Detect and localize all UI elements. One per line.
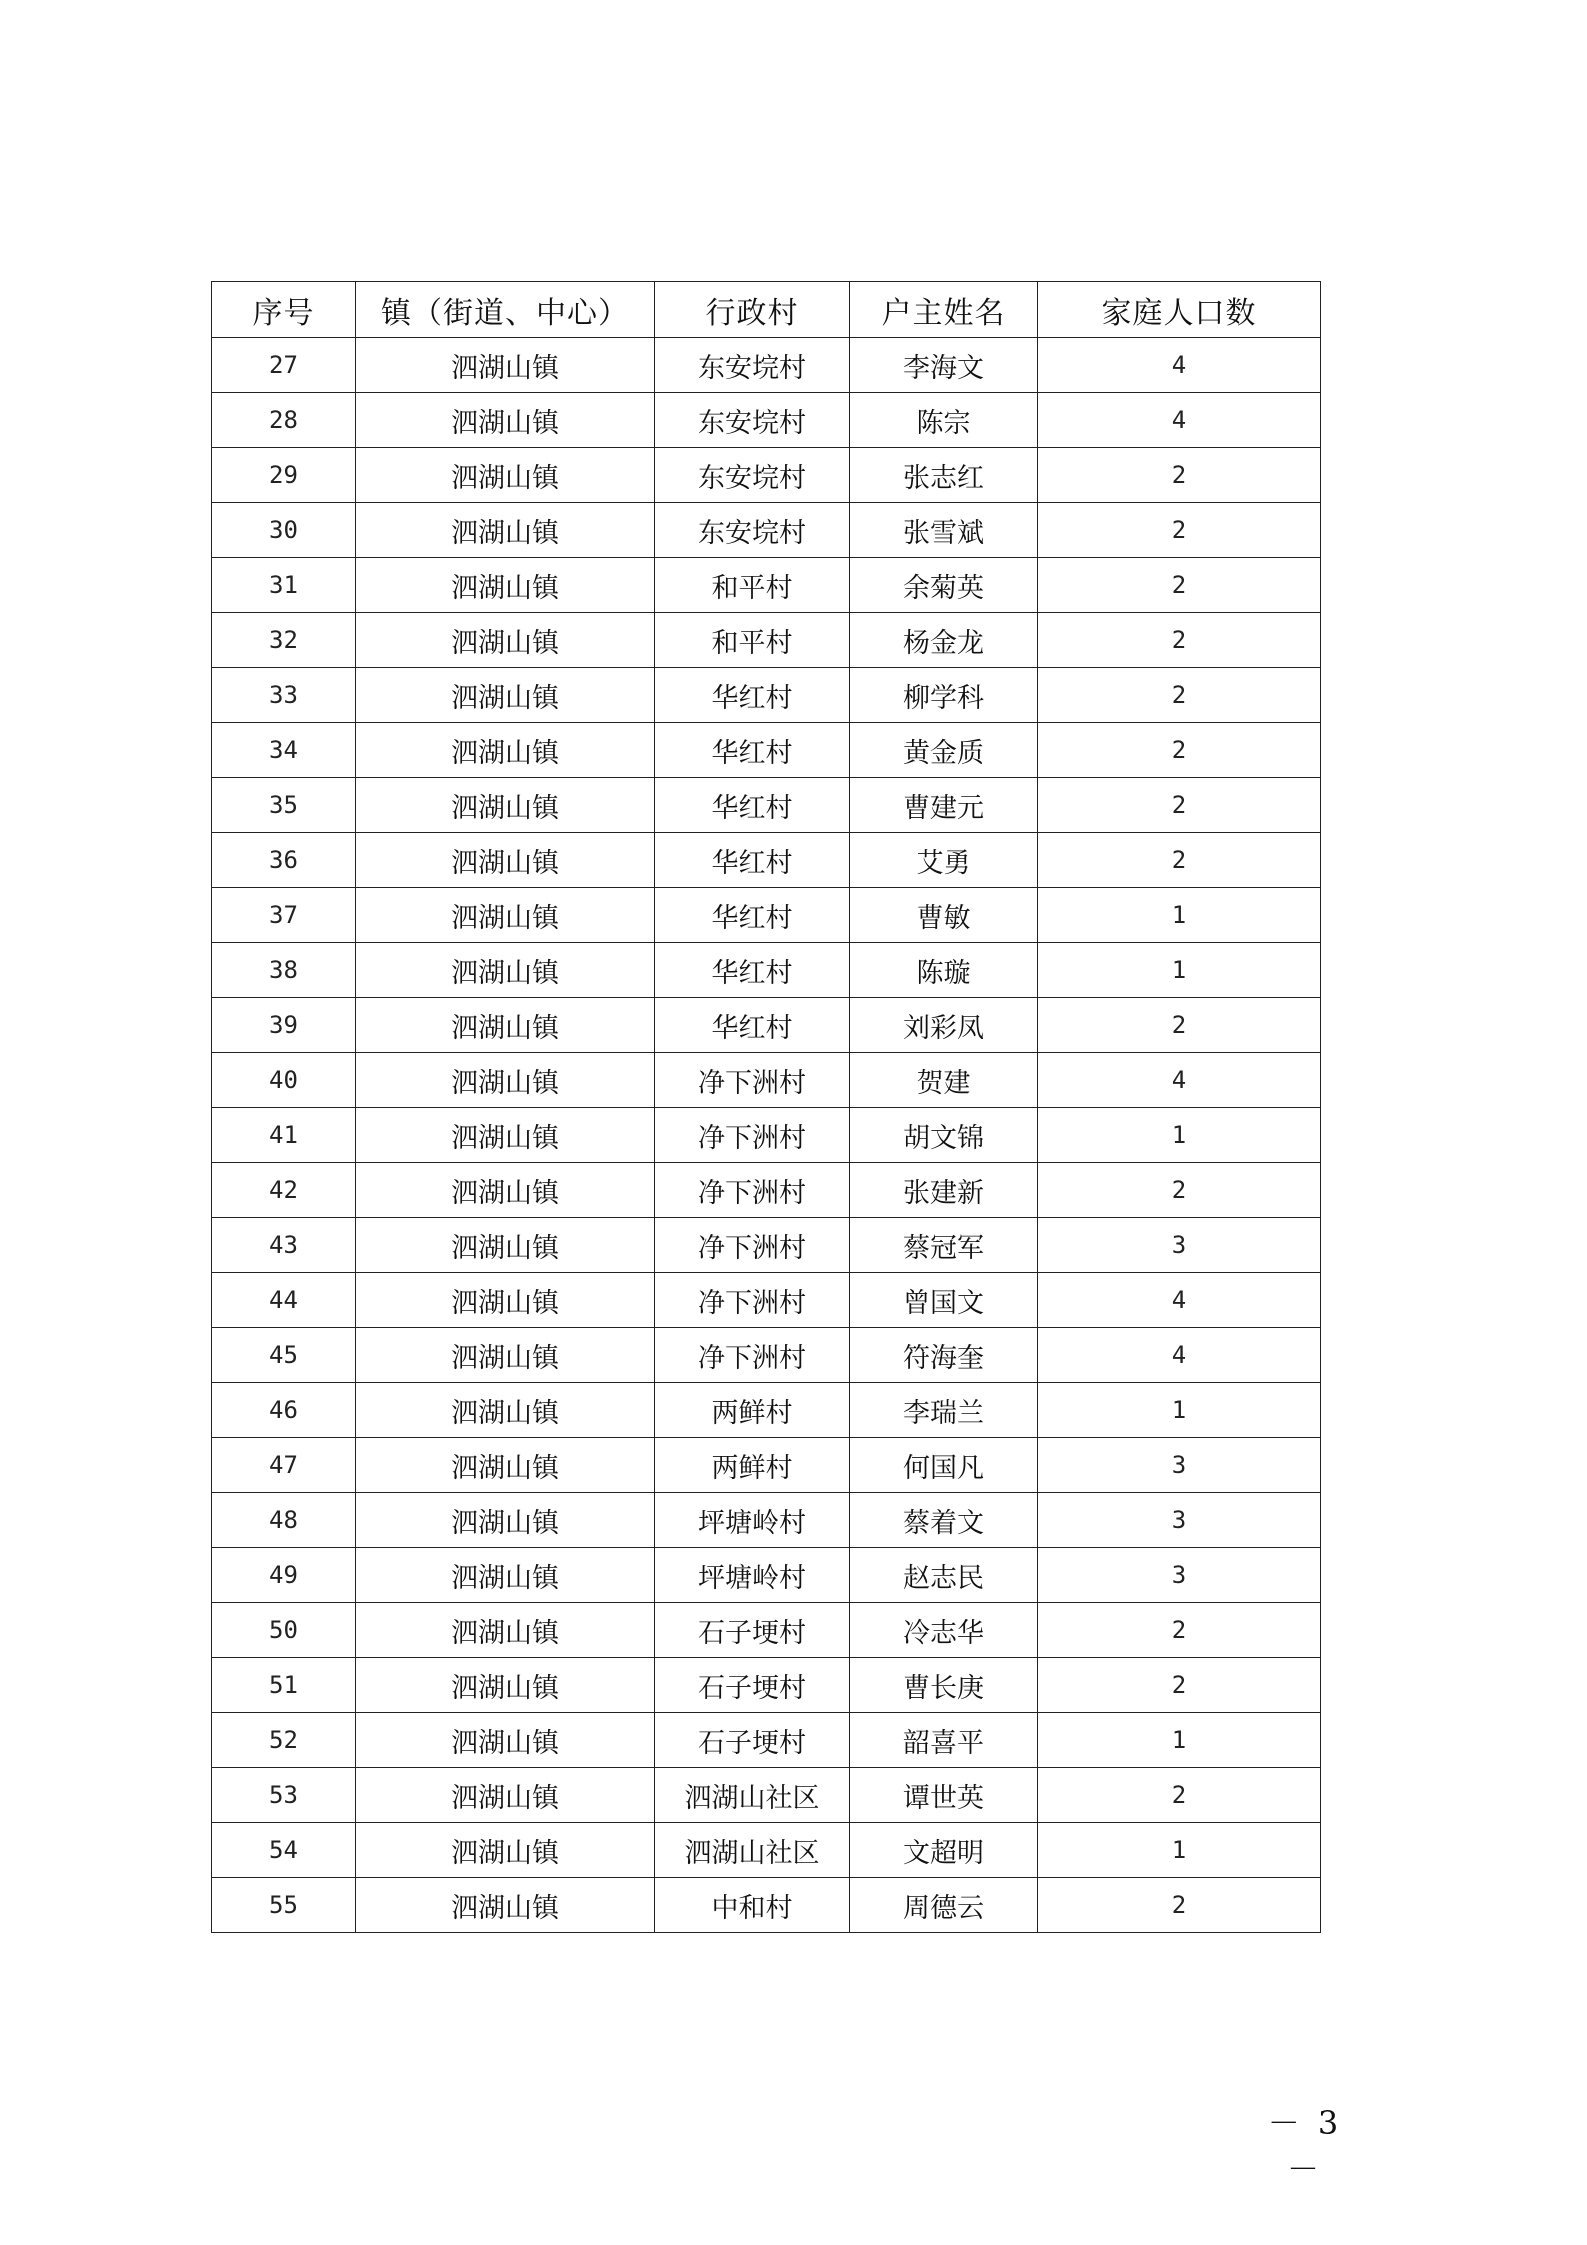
cell-householder-name: 李海文 [850, 338, 1038, 393]
cell-town: 泗湖山镇 [356, 1218, 655, 1273]
cell-village: 中和村 [655, 1878, 850, 1933]
table-row [212, 723, 1321, 778]
table-row [212, 1108, 1321, 1163]
cell-town: 泗湖山镇 [356, 1493, 655, 1548]
cell-serial-number: 46 [212, 1383, 356, 1438]
cell-householder-name: 贺建 [850, 1053, 1038, 1108]
table-row [212, 1438, 1321, 1493]
table-row [212, 888, 1321, 943]
header-town: 镇（街道、中心） [356, 282, 655, 338]
cell-householder-name: 何国凡 [850, 1438, 1038, 1493]
cell-town: 泗湖山镇 [356, 1163, 655, 1218]
cell-householder-name: 周德云 [850, 1878, 1038, 1933]
cell-village: 两鲜村 [655, 1383, 850, 1438]
cell-town: 泗湖山镇 [356, 558, 655, 613]
cell-household-size: 3 [1038, 1493, 1321, 1548]
cell-householder-name: 陈璇 [850, 943, 1038, 998]
cell-serial-number: 28 [212, 393, 356, 448]
cell-village: 泗湖山社区 [655, 1823, 850, 1878]
cell-household-size: 1 [1038, 1823, 1321, 1878]
cell-householder-name: 张志红 [850, 448, 1038, 503]
cell-village: 净下洲村 [655, 1218, 850, 1273]
table-row [212, 1493, 1321, 1548]
cell-serial-number: 29 [212, 448, 356, 503]
table-row [212, 833, 1321, 888]
cell-household-size: 2 [1038, 998, 1321, 1053]
cell-household-size: 2 [1038, 1658, 1321, 1713]
cell-village: 华红村 [655, 833, 850, 888]
table-row [212, 668, 1321, 723]
cell-village: 石子埂村 [655, 1603, 850, 1658]
cell-householder-name: 赵志民 [850, 1548, 1038, 1603]
cell-serial-number: 36 [212, 833, 356, 888]
cell-village: 和平村 [655, 613, 850, 668]
cell-village: 华红村 [655, 778, 850, 833]
table-row [212, 1823, 1321, 1878]
table-row [212, 1603, 1321, 1658]
cell-serial-number: 31 [212, 558, 356, 613]
cell-householder-name: 蔡着文 [850, 1493, 1038, 1548]
cell-village: 坪塘岭村 [655, 1548, 850, 1603]
cell-village: 东安垸村 [655, 448, 850, 503]
table-row [212, 448, 1321, 503]
cell-village: 华红村 [655, 723, 850, 778]
cell-town: 泗湖山镇 [356, 613, 655, 668]
cell-village: 净下洲村 [655, 1108, 850, 1163]
cell-householder-name: 陈宗 [850, 393, 1038, 448]
cell-village: 华红村 [655, 998, 850, 1053]
cell-town: 泗湖山镇 [356, 1053, 655, 1108]
cell-householder-name: 艾勇 [850, 833, 1038, 888]
cell-town: 泗湖山镇 [356, 1273, 655, 1328]
cell-household-size: 3 [1038, 1548, 1321, 1603]
cell-village: 华红村 [655, 943, 850, 998]
cell-town: 泗湖山镇 [356, 448, 655, 503]
table-row [212, 1163, 1321, 1218]
table-row [212, 393, 1321, 448]
cell-serial-number: 49 [212, 1548, 356, 1603]
cell-householder-name: 文超明 [850, 1823, 1038, 1878]
cell-village: 东安垸村 [655, 393, 850, 448]
cell-household-size: 2 [1038, 613, 1321, 668]
table-row [212, 1273, 1321, 1328]
cell-householder-name: 曾国文 [850, 1273, 1038, 1328]
table-row [212, 338, 1321, 393]
cell-village: 石子埂村 [655, 1713, 850, 1768]
cell-serial-number: 39 [212, 998, 356, 1053]
cell-serial-number: 47 [212, 1438, 356, 1493]
cell-village: 净下洲村 [655, 1273, 850, 1328]
household-table [211, 281, 1321, 1933]
cell-town: 泗湖山镇 [356, 888, 655, 943]
table-row [212, 1768, 1321, 1823]
cell-householder-name: 冷志华 [850, 1603, 1038, 1658]
cell-householder-name: 曹长庚 [850, 1658, 1038, 1713]
cell-town: 泗湖山镇 [356, 1768, 655, 1823]
cell-village: 泗湖山社区 [655, 1768, 850, 1823]
cell-serial-number: 50 [212, 1603, 356, 1658]
cell-town: 泗湖山镇 [356, 338, 655, 393]
cell-household-size: 2 [1038, 723, 1321, 778]
cell-village: 两鲜村 [655, 1438, 850, 1493]
cell-town: 泗湖山镇 [356, 1823, 655, 1878]
cell-household-size: 1 [1038, 943, 1321, 998]
cell-town: 泗湖山镇 [356, 943, 655, 998]
cell-town: 泗湖山镇 [356, 1603, 655, 1658]
cell-serial-number: 55 [212, 1878, 356, 1933]
cell-household-size: 3 [1038, 1438, 1321, 1493]
cell-householder-name: 曹敏 [850, 888, 1038, 943]
cell-serial-number: 44 [212, 1273, 356, 1328]
cell-household-size: 2 [1038, 1878, 1321, 1933]
cell-household-size: 3 [1038, 1218, 1321, 1273]
cell-household-size: 1 [1038, 888, 1321, 943]
cell-householder-name: 柳学科 [850, 668, 1038, 723]
cell-town: 泗湖山镇 [356, 833, 655, 888]
table-header-row [212, 282, 1321, 338]
cell-serial-number: 34 [212, 723, 356, 778]
cell-serial-number: 42 [212, 1163, 356, 1218]
cell-household-size: 4 [1038, 1273, 1321, 1328]
cell-village: 东安垸村 [655, 338, 850, 393]
table-row [212, 943, 1321, 998]
cell-village: 华红村 [655, 888, 850, 943]
cell-household-size: 4 [1038, 1328, 1321, 1383]
cell-serial-number: 43 [212, 1218, 356, 1273]
cell-village: 华红村 [655, 668, 850, 723]
cell-household-size: 2 [1038, 448, 1321, 503]
cell-town: 泗湖山镇 [356, 778, 655, 833]
table-row [212, 998, 1321, 1053]
cell-householder-name: 谭世英 [850, 1768, 1038, 1823]
cell-household-size: 2 [1038, 1768, 1321, 1823]
cell-householder-name: 蔡冠军 [850, 1218, 1038, 1273]
cell-town: 泗湖山镇 [356, 723, 655, 778]
cell-household-size: 4 [1038, 338, 1321, 393]
cell-serial-number: 41 [212, 1108, 356, 1163]
cell-village: 净下洲村 [655, 1328, 850, 1383]
table-row [212, 1878, 1321, 1933]
cell-serial-number: 51 [212, 1658, 356, 1713]
header-household-size: 家庭人口数 [1038, 282, 1321, 338]
cell-serial-number: 52 [212, 1713, 356, 1768]
cell-village: 和平村 [655, 558, 850, 613]
page-number: － 3 － [1267, 2104, 1343, 2188]
cell-serial-number: 45 [212, 1328, 356, 1383]
cell-serial-number: 38 [212, 943, 356, 998]
cell-household-size: 2 [1038, 778, 1321, 833]
cell-town: 泗湖山镇 [356, 1878, 655, 1933]
cell-village: 净下洲村 [655, 1163, 850, 1218]
cell-household-size: 1 [1038, 1383, 1321, 1438]
cell-householder-name: 符海奎 [850, 1328, 1038, 1383]
cell-serial-number: 53 [212, 1768, 356, 1823]
table-row [212, 1548, 1321, 1603]
table-row [212, 1218, 1321, 1273]
table-row [212, 613, 1321, 668]
cell-householder-name: 刘彩凤 [850, 998, 1038, 1053]
cell-town: 泗湖山镇 [356, 1548, 655, 1603]
cell-household-size: 2 [1038, 503, 1321, 558]
cell-householder-name: 杨金龙 [850, 613, 1038, 668]
table-row [212, 1053, 1321, 1108]
cell-village: 坪塘岭村 [655, 1493, 850, 1548]
cell-village: 净下洲村 [655, 1053, 850, 1108]
cell-serial-number: 35 [212, 778, 356, 833]
header-village: 行政村 [655, 282, 850, 338]
table-row [212, 778, 1321, 833]
cell-household-size: 1 [1038, 1713, 1321, 1768]
cell-household-size: 2 [1038, 833, 1321, 888]
cell-serial-number: 27 [212, 338, 356, 393]
table-row [212, 558, 1321, 613]
cell-householder-name: 李瑞兰 [850, 1383, 1038, 1438]
cell-town: 泗湖山镇 [356, 1438, 655, 1493]
cell-serial-number: 54 [212, 1823, 356, 1878]
cell-town: 泗湖山镇 [356, 1328, 655, 1383]
cell-household-size: 2 [1038, 668, 1321, 723]
header-serial-number: 序号 [212, 282, 356, 338]
cell-town: 泗湖山镇 [356, 668, 655, 723]
cell-serial-number: 48 [212, 1493, 356, 1548]
cell-householder-name: 曹建元 [850, 778, 1038, 833]
cell-household-size: 2 [1038, 1603, 1321, 1658]
cell-household-size: 2 [1038, 1163, 1321, 1218]
cell-household-size: 2 [1038, 558, 1321, 613]
cell-town: 泗湖山镇 [356, 1383, 655, 1438]
cell-serial-number: 40 [212, 1053, 356, 1108]
cell-village: 石子埂村 [655, 1658, 850, 1713]
cell-household-size: 4 [1038, 393, 1321, 448]
table-row [212, 1383, 1321, 1438]
cell-serial-number: 33 [212, 668, 356, 723]
cell-town: 泗湖山镇 [356, 1713, 655, 1768]
cell-householder-name: 张雪斌 [850, 503, 1038, 558]
cell-town: 泗湖山镇 [356, 393, 655, 448]
table-row [212, 503, 1321, 558]
cell-town: 泗湖山镇 [356, 1108, 655, 1163]
table-row [212, 1713, 1321, 1768]
header-householder-name: 户主姓名 [850, 282, 1038, 338]
cell-householder-name: 张建新 [850, 1163, 1038, 1218]
cell-town: 泗湖山镇 [356, 1658, 655, 1713]
cell-serial-number: 30 [212, 503, 356, 558]
cell-household-size: 4 [1038, 1053, 1321, 1108]
cell-town: 泗湖山镇 [356, 998, 655, 1053]
cell-serial-number: 32 [212, 613, 356, 668]
cell-village: 东安垸村 [655, 503, 850, 558]
table-body [212, 338, 1321, 1933]
table-row [212, 1658, 1321, 1713]
cell-householder-name: 韶喜平 [850, 1713, 1038, 1768]
table-row [212, 1328, 1321, 1383]
cell-town: 泗湖山镇 [356, 503, 655, 558]
cell-serial-number: 37 [212, 888, 356, 943]
cell-household-size: 1 [1038, 1108, 1321, 1163]
cell-householder-name: 余菊英 [850, 558, 1038, 613]
cell-householder-name: 黄金质 [850, 723, 1038, 778]
cell-householder-name: 胡文锦 [850, 1108, 1038, 1163]
